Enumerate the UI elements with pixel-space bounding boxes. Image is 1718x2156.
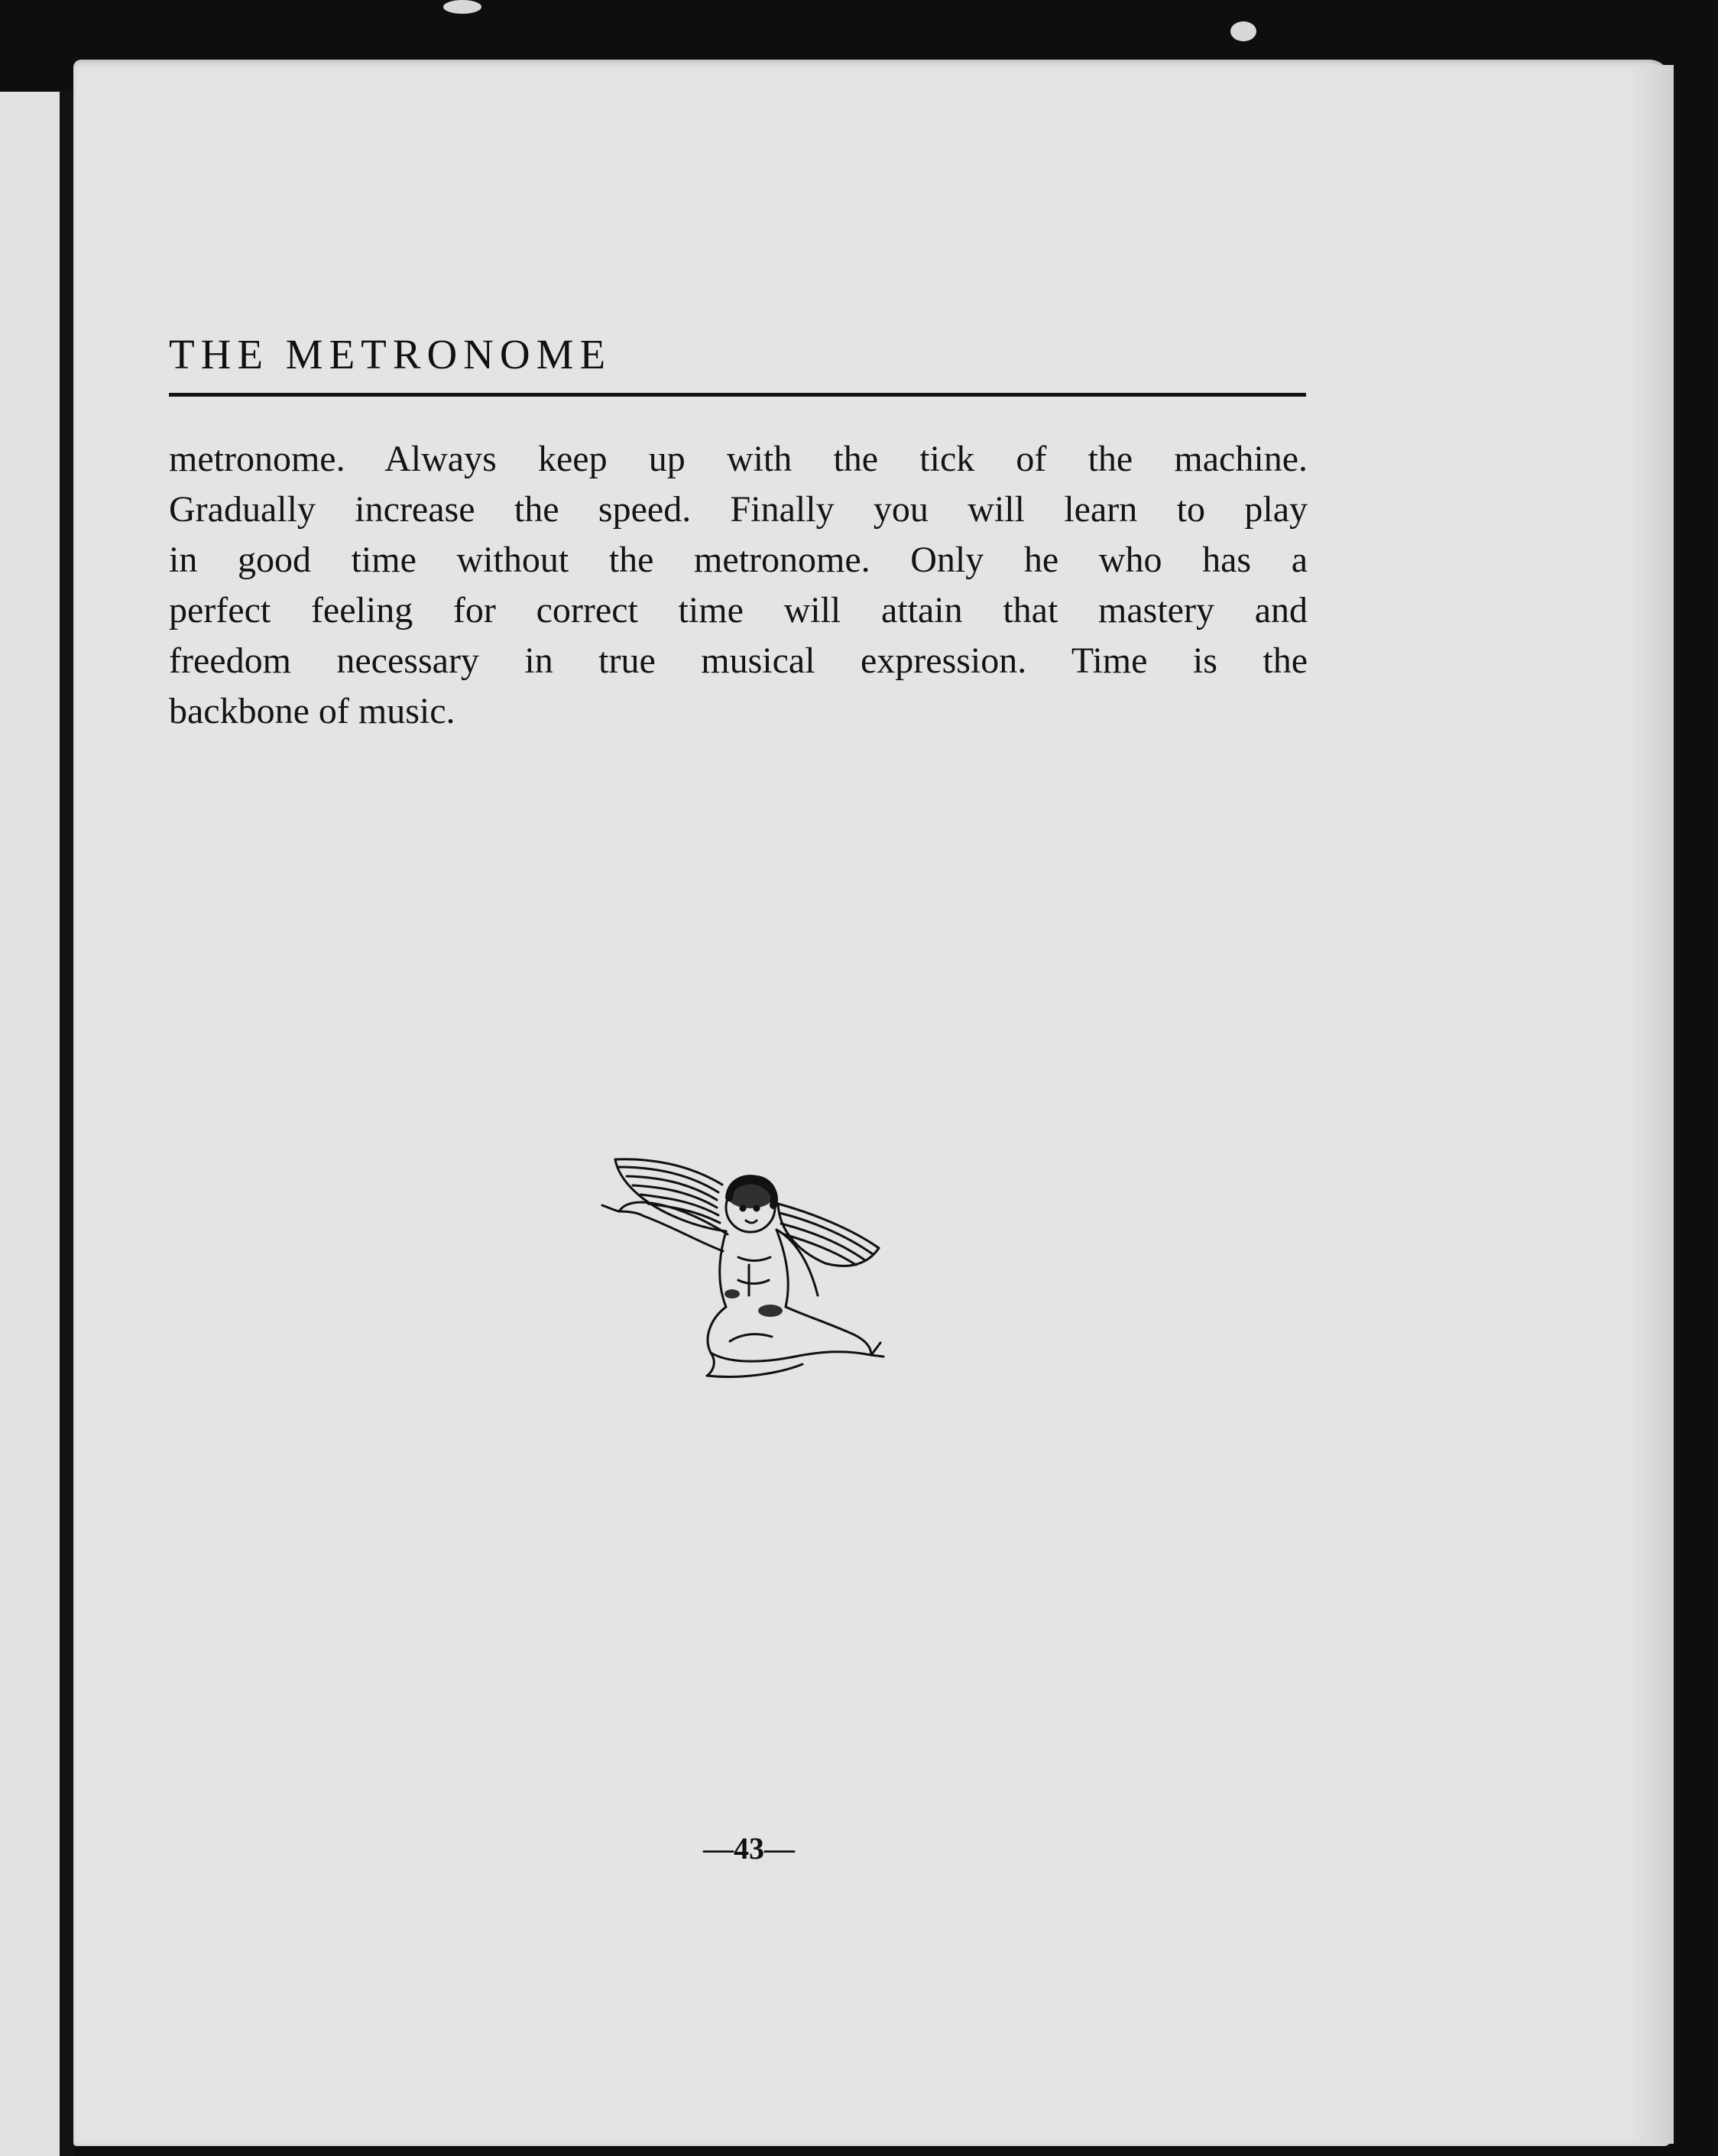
body-paragraph — [169, 434, 1308, 737]
book-gutter — [60, 90, 73, 2156]
body-line: backbone of music. — [169, 691, 455, 731]
dust-speck — [443, 0, 481, 14]
page-edge-shadow — [1628, 65, 1674, 2144]
body-line: in good time without the metronome. Only he who has a — [169, 540, 1308, 580]
head-rule — [169, 393, 1306, 397]
running-head: THE METRONOME — [169, 331, 612, 378]
dust-speck — [1230, 21, 1256, 41]
body-line: perfect feeling for correct time will attain that mastery and — [169, 590, 1308, 631]
page-number: —43— — [703, 1831, 795, 1866]
winged-cherub-icon — [596, 1150, 902, 1387]
body-line: freedom necessary in true musical expression. Time is the — [169, 640, 1308, 681]
body-line: metronome. Always keep up with the tick of the machine. — [169, 439, 1308, 479]
body-line: Gradually increase the speed. Finally you will learn to play — [169, 489, 1308, 530]
facing-page-edge — [0, 92, 60, 2156]
